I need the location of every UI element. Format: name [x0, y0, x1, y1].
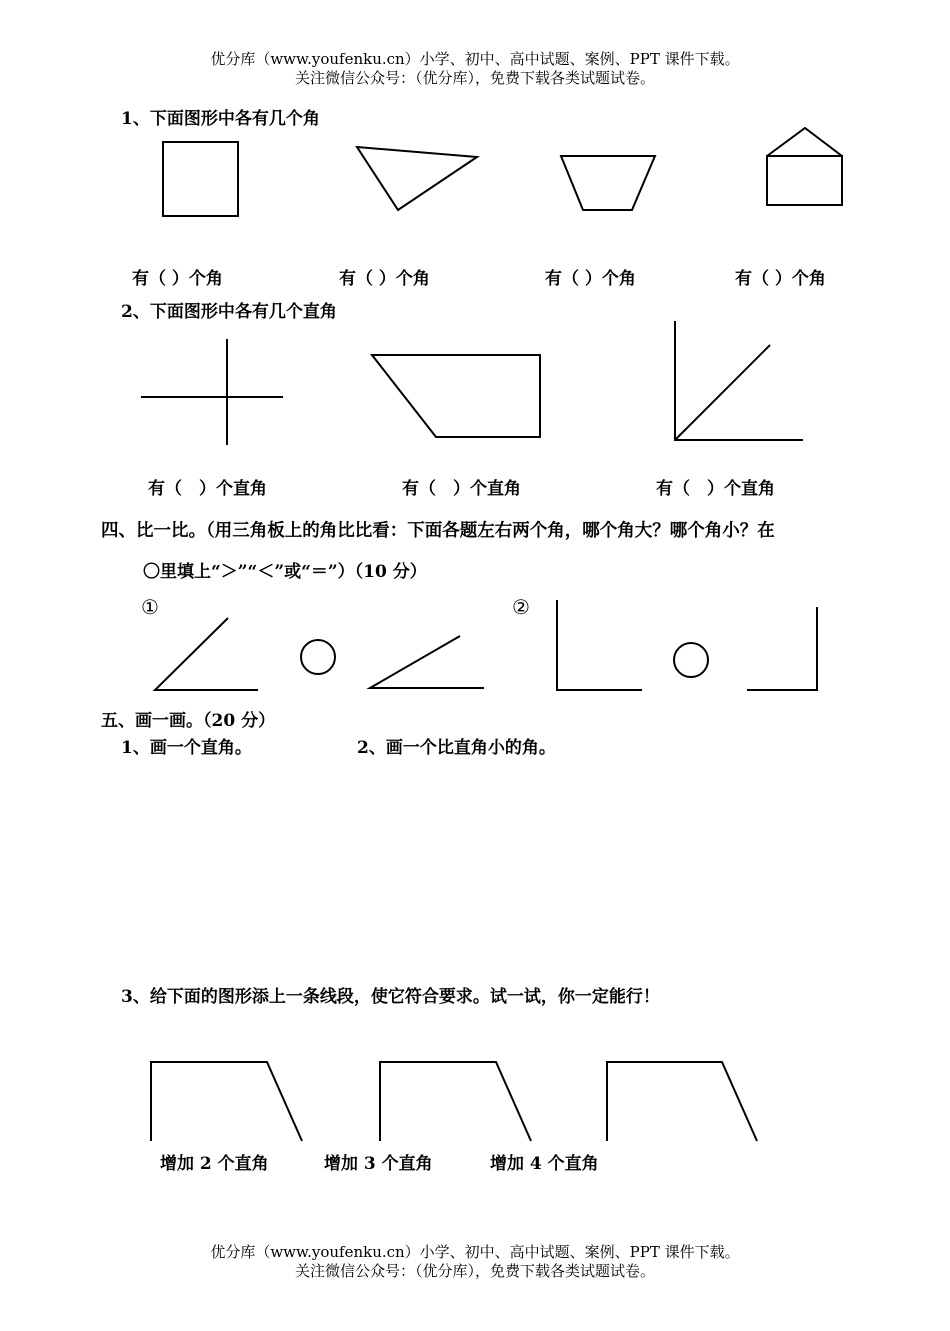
answer-1-4: 有（ ）个角	[735, 269, 826, 289]
answer-2-3: 有（ ）个直角	[656, 479, 775, 499]
cross-figure	[141, 339, 283, 445]
open-figure-3	[607, 1062, 757, 1141]
open-figure-1	[151, 1062, 302, 1141]
header-line-1: 优分库（www.youfenku.cn）小学、初中、高中试题、案例、PPT 课件下载。	[210, 50, 740, 68]
open-figure-2	[380, 1062, 531, 1141]
section-4-title-cont: 〇里填上“＞”“＜”或“＝”）（10 分）	[143, 562, 427, 582]
compare-2-right-angle	[747, 607, 817, 690]
section-4-title: 四、比一比。（用三角板上的角比比看：下面各题左右两个角，哪个角大？哪个角小？在	[101, 521, 775, 541]
compare-2-circle	[674, 643, 708, 677]
triangle-figure	[357, 147, 477, 210]
compare-marker-2: ②	[512, 595, 530, 619]
answer-2-2: 有（ ）个直角	[402, 479, 521, 499]
header-line-2: 关注微信公众号：（优分库），免费下载各类试题试卷。	[294, 69, 655, 87]
compare-marker-1: ①	[141, 595, 159, 619]
footer-line-2: 关注微信公众号：（优分库），免费下载各类试题试卷。	[294, 1262, 655, 1280]
compare-1-right-angle	[370, 636, 484, 688]
answer-2-1: 有（ ）个直角	[148, 479, 267, 499]
task-3-label-2: 增加 3 个直角	[324, 1154, 433, 1174]
section-5-task-1: 1、画一个直角。	[121, 738, 252, 758]
footer-line-1: 优分库（www.youfenku.cn）小学、初中、高中试题、案例、PPT 课件下载。	[210, 1243, 740, 1261]
answer-1-1: 有（ ）个角	[132, 269, 223, 289]
square-figure	[163, 142, 238, 216]
section-1-title: 1、下面图形中各有几个角	[121, 109, 320, 129]
compare-1-left-angle	[155, 618, 258, 690]
section-2-title: 2、下面图形中各有几个直角	[121, 302, 337, 322]
task-3-label-3: 增加 4 个直角	[490, 1154, 599, 1174]
section-5-task-3: 3、给下面的图形添上一条线段，使它符合要求。试一试，你一定能行！	[121, 987, 660, 1007]
trapezoid-figure	[561, 156, 655, 210]
angle-with-ray-figure	[675, 321, 803, 440]
compare-1-circle	[301, 640, 335, 674]
house-figure	[767, 128, 842, 205]
answer-1-3: 有（ ）个角	[545, 269, 636, 289]
section-5-task-2: 2、画一个比直角小的角。	[357, 738, 556, 758]
compare-2-left-angle	[557, 600, 642, 690]
section-5-title: 五、画一画。（20 分）	[101, 711, 276, 731]
answer-1-2: 有（ ）个角	[339, 269, 430, 289]
task-3-label-1: 增加 2 个直角	[160, 1154, 269, 1174]
right-trapezoid-figure	[372, 355, 540, 437]
